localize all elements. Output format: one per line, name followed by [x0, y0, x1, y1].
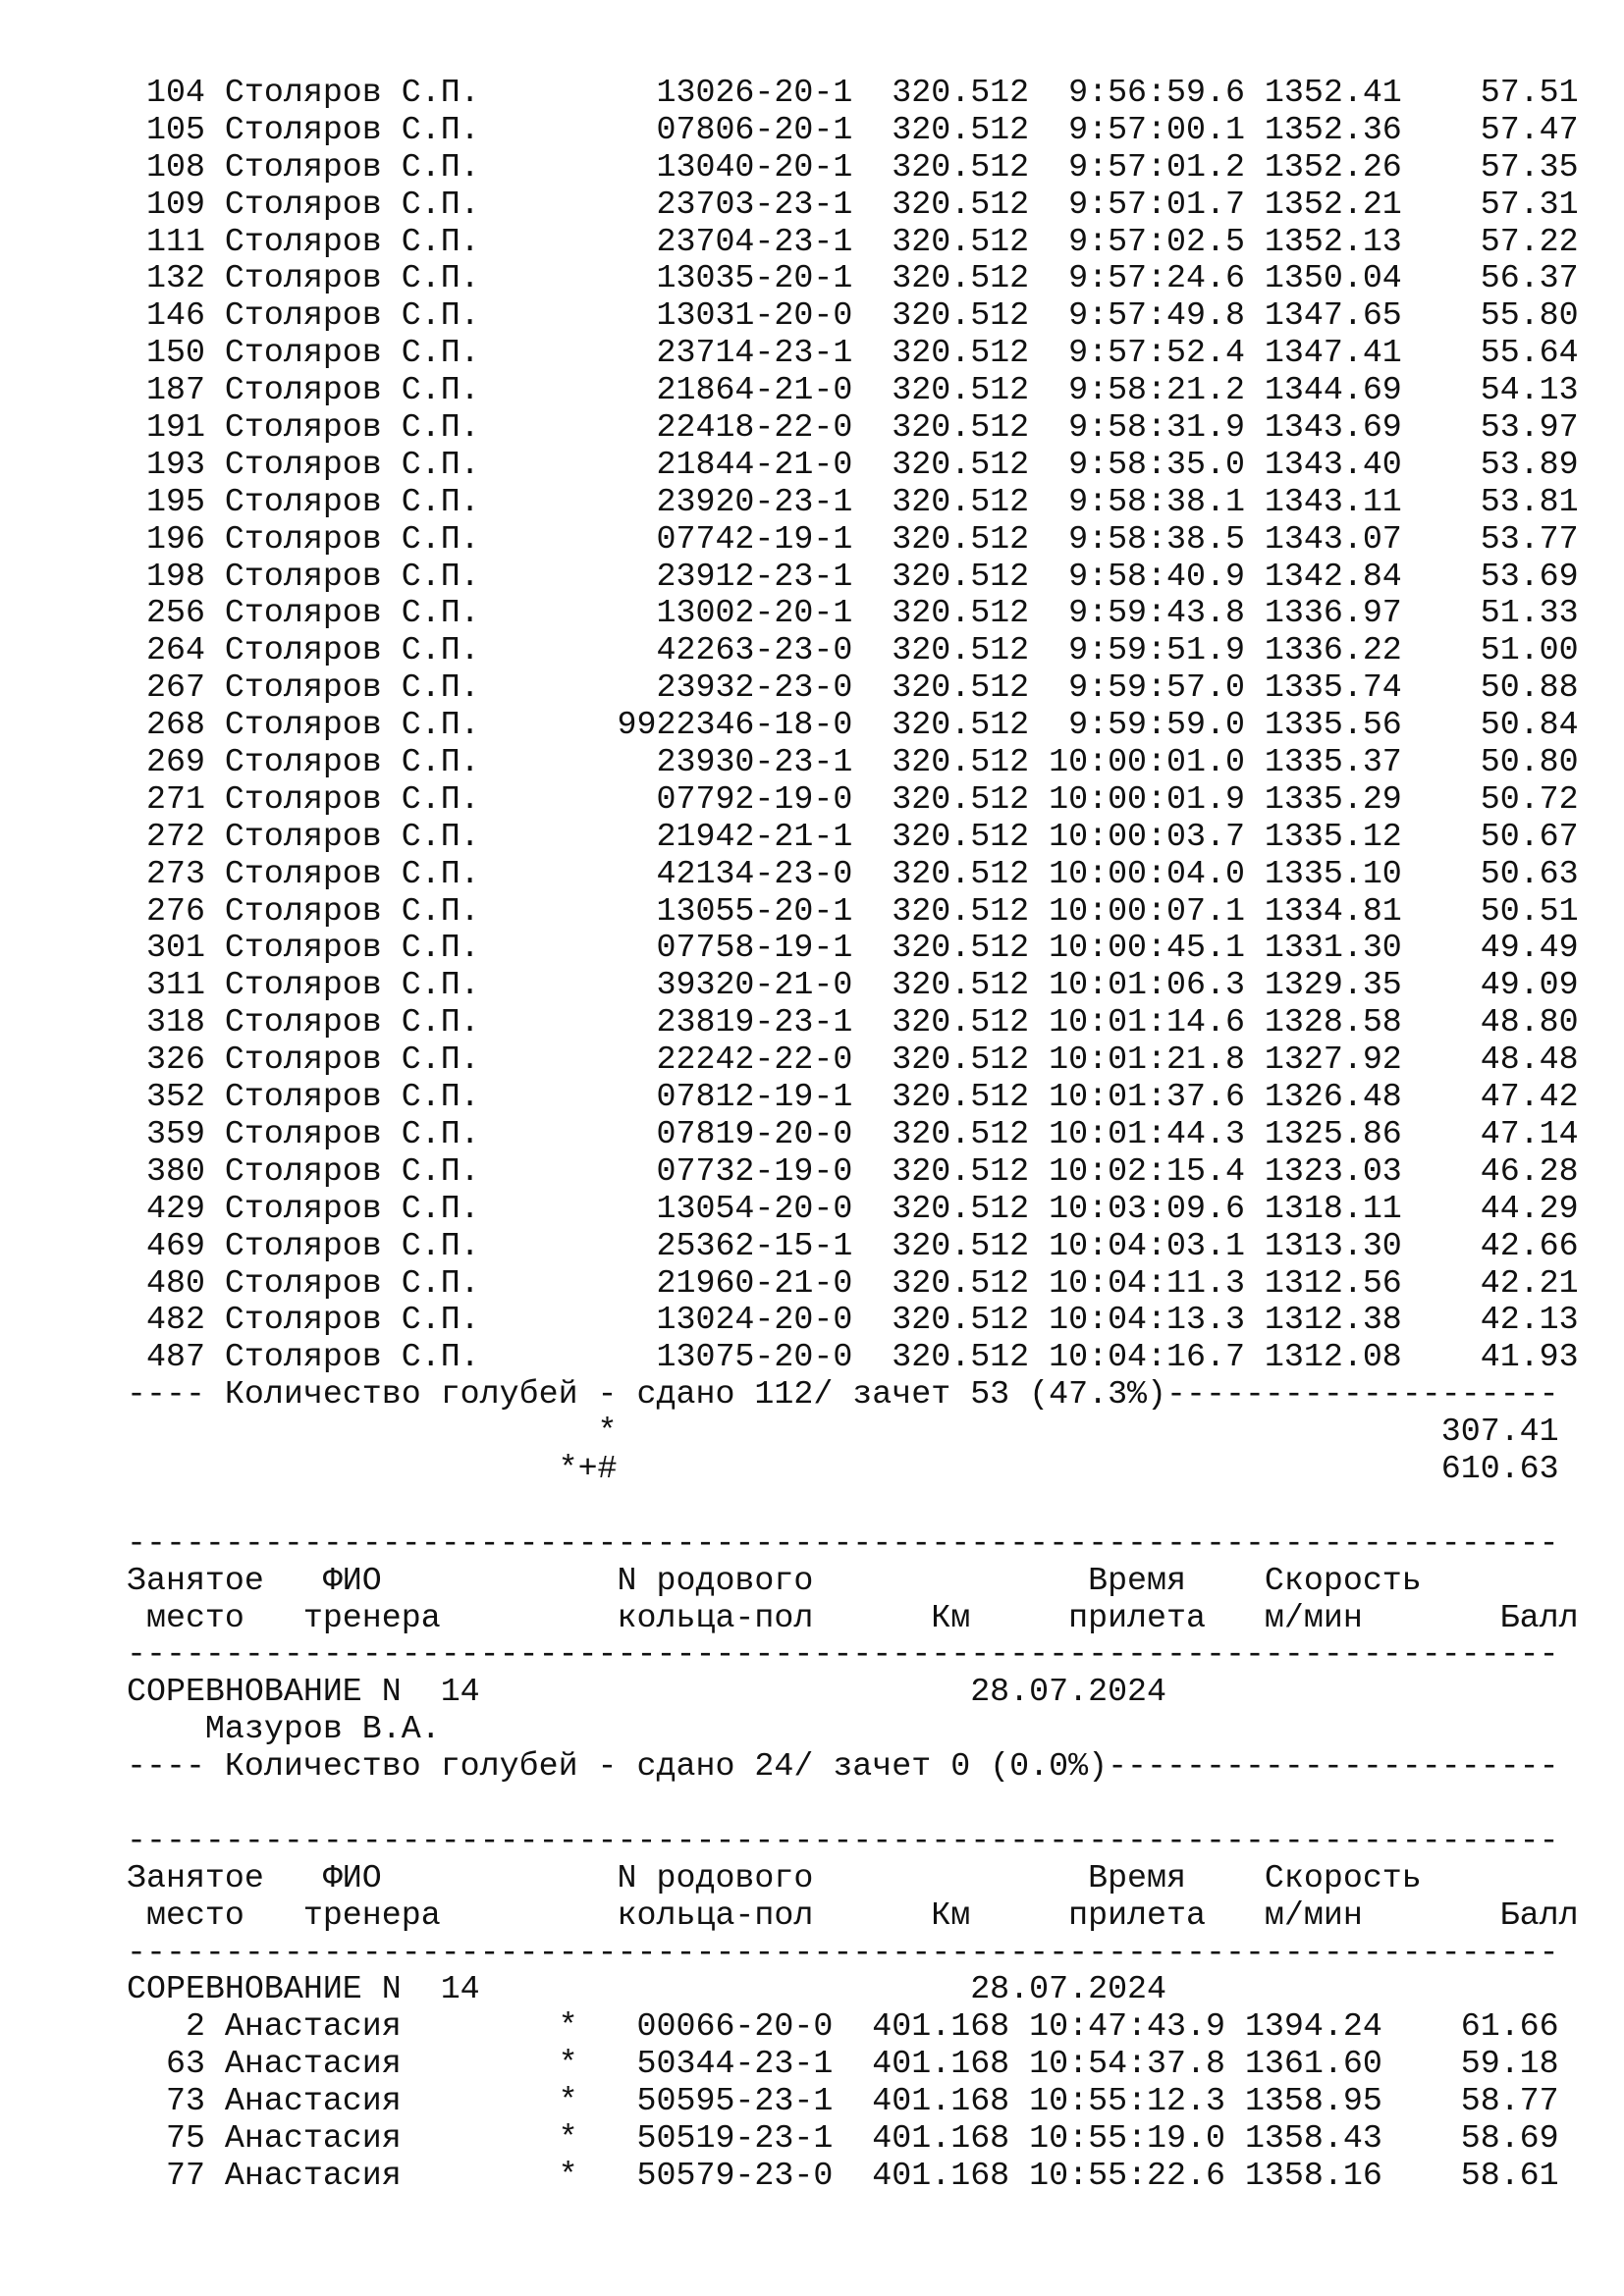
- divider-line: -------------------------------------------------------------------------: [127, 1635, 1559, 1674]
- column-header-line2: место тренера кольца-пол Км прилета м/мин Балл: [127, 1896, 1579, 1934]
- result-row: 2 Анастасия * 00066-20-0 401.168 10:47:43.9 1394.24 61.66: [127, 2007, 1559, 2046]
- result-row: 269 Столяров С.П. 23930-23-1 320.512 10:00:01.0 1335.37 50.80: [127, 743, 1579, 781]
- owner-name: Мазуров В.А.: [127, 1710, 441, 1748]
- result-row: 276 Столяров С.П. 13055-20-1 320.512 10:00:07.1 1334.81 50.51: [127, 891, 1579, 930]
- result-row: 256 Столяров С.П. 13002-20-1 320.512 9:59:43.8 1336.97 51.33: [127, 594, 1579, 632]
- total-score-line: * 307.41: [127, 1413, 1559, 1451]
- competition-title: СОРЕВНОВАНИЕ N 14 28.07.2024: [127, 1673, 1167, 1711]
- result-row: 271 Столяров С.П. 07792-19-0 320.512 10:00:01.9 1335.29 50.72: [127, 779, 1579, 818]
- result-row: 480 Столяров С.П. 21960-21-0 320.512 10:04:11.3 1312.56 42.21: [127, 1263, 1579, 1302]
- result-row: 273 Столяров С.П. 42134-23-0 320.512 10:00:04.0 1335.10 50.63: [127, 854, 1579, 892]
- result-row: 301 Столяров С.П. 07758-19-1 320.512 10:00:45.1 1331.30 49.49: [127, 929, 1579, 967]
- result-row: 132 Столяров С.П. 13035-20-1 320.512 9:57:24.6 1350.04 56.37: [127, 259, 1579, 297]
- result-row: 380 Столяров С.П. 07732-19-0 320.512 10:02:15.4 1323.03 46.28: [127, 1151, 1579, 1190]
- column-header-line1: Занятое ФИО N родового Время Скорость: [127, 1561, 1422, 1599]
- result-row: 77 Анастасия * 50579-23-0 401.168 10:55:22.6 1358.16 58.61: [127, 2156, 1559, 2194]
- divider-line: -------------------------------------------------------------------------: [127, 1523, 1559, 1562]
- result-row: 104 Столяров С.П. 13026-20-1 320.512 9:56:59.6 1352.41 57.51: [127, 74, 1579, 111]
- result-row: 198 Столяров С.П. 23912-23-1 320.512 9:58:40.9 1342.84 53.69: [127, 557, 1579, 595]
- blank-line: [127, 1488, 1579, 1525]
- result-row: 429 Столяров С.П. 13054-20-0 320.512 10:03:09.6 1318.11 44.29: [127, 1189, 1579, 1227]
- divider-line: -------------------------------------------------------------------------: [127, 1933, 1559, 1971]
- result-row: 268 Столяров С.П. 9922346-18-0 320.512 9:59:59.0 1335.56 50.84: [127, 706, 1579, 744]
- result-row: 193 Столяров С.П. 21844-21-0 320.512 9:58:35.0 1343.40 53.89: [127, 445, 1579, 483]
- pigeon-count-summary: ---- Количество голубей - сдано 24/ зачет 0 (0.0%)-----------------------: [127, 1747, 1559, 1786]
- column-header-line1: Занятое ФИО N родового Время Скорость: [127, 1858, 1422, 1896]
- result-row: 111 Столяров С.П. 23704-23-1 320.512 9:57:02.5 1352.13 57.22: [127, 222, 1579, 260]
- result-row: 318 Столяров С.П. 23819-23-1 320.512 10:01:14.6 1328.58 48.80: [127, 1003, 1579, 1041]
- result-row: 311 Столяров С.П. 39320-21-0 320.512 10:01:06.3 1329.35 49.09: [127, 966, 1579, 1004]
- competition-title: СОРЕВНОВАНИЕ N 14 28.07.2024: [127, 1970, 1167, 2008]
- result-row: 63 Анастасия * 50344-23-1 401.168 10:54:37.8 1361.60 59.18: [127, 2045, 1559, 2083]
- result-row: 146 Столяров С.П. 13031-20-0 320.512 9:57:49.8 1347.65 55.80: [127, 296, 1579, 335]
- pigeon-count-summary: ---- Количество голубей - сдано 112/ зачет 53 (47.3%)--------------------: [127, 1375, 1559, 1414]
- result-row: 191 Столяров С.П. 22418-22-0 320.512 9:58:31.9 1343.69 53.97: [127, 408, 1579, 447]
- total-score-line: *+# 610.63: [127, 1449, 1559, 1487]
- blank-line: [127, 1786, 1579, 1823]
- result-row: 264 Столяров С.П. 42263-23-0 320.512 9:59:51.9 1336.22 51.00: [127, 631, 1579, 669]
- result-row: 326 Столяров С.П. 22242-22-0 320.512 10:01:21.8 1327.92 48.48: [127, 1041, 1579, 1079]
- result-row: 267 Столяров С.П. 23932-23-0 320.512 9:59:57.0 1335.74 50.88: [127, 668, 1579, 707]
- result-row: 108 Столяров С.П. 13040-20-1 320.512 9:57:01.2 1352.26 57.35: [127, 147, 1579, 186]
- result-row: 487 Столяров С.П. 13075-20-0 320.512 10:04:16.7 1312.08 41.93: [127, 1338, 1579, 1376]
- result-row: 195 Столяров С.П. 23920-23-1 320.512 9:58:38.1 1343.11 53.81: [127, 482, 1579, 520]
- result-row: 482 Столяров С.П. 13024-20-0 320.512 10:04:13.3 1312.38 42.13: [127, 1301, 1579, 1339]
- result-row: 73 Анастасия * 50595-23-1 401.168 10:55:12.3 1358.95 58.77: [127, 2082, 1559, 2120]
- result-row: 359 Столяров С.П. 07819-20-0 320.512 10:01:44.3 1325.86 47.14: [127, 1114, 1579, 1152]
- result-row: 272 Столяров С.П. 21942-21-1 320.512 10:00:03.7 1335.12 50.67: [127, 817, 1579, 855]
- result-row: 75 Анастасия * 50519-23-1 401.168 10:55:19.0 1358.43 58.69: [127, 2118, 1559, 2157]
- result-row: 105 Столяров С.П. 07806-20-1 320.512 9:57:00.1 1352.36 57.47: [127, 110, 1579, 148]
- result-row: 187 Столяров С.П. 21864-21-0 320.512 9:58:21.2 1344.69 54.13: [127, 371, 1579, 409]
- column-header-line2: место тренера кольца-пол Км прилета м/мин Балл: [127, 1598, 1579, 1636]
- result-row: 109 Столяров С.П. 23703-23-1 320.512 9:57:01.7 1352.21 57.31: [127, 185, 1579, 223]
- result-row: 352 Столяров С.П. 07812-19-1 320.512 10:01:37.6 1326.48 47.42: [127, 1078, 1579, 1116]
- results-printout: [127, 75, 1579, 2195]
- result-row: 196 Столяров С.П. 07742-19-1 320.512 9:58:38.5 1343.07 53.77: [127, 519, 1579, 558]
- result-row: 469 Столяров С.П. 25362-15-1 320.512 10:04:03.1 1313.30 42.66: [127, 1226, 1579, 1264]
- divider-line: -------------------------------------------------------------------------: [127, 1821, 1559, 1859]
- result-row: 150 Столяров С.П. 23714-23-1 320.512 9:57:52.4 1347.41 55.64: [127, 334, 1579, 372]
